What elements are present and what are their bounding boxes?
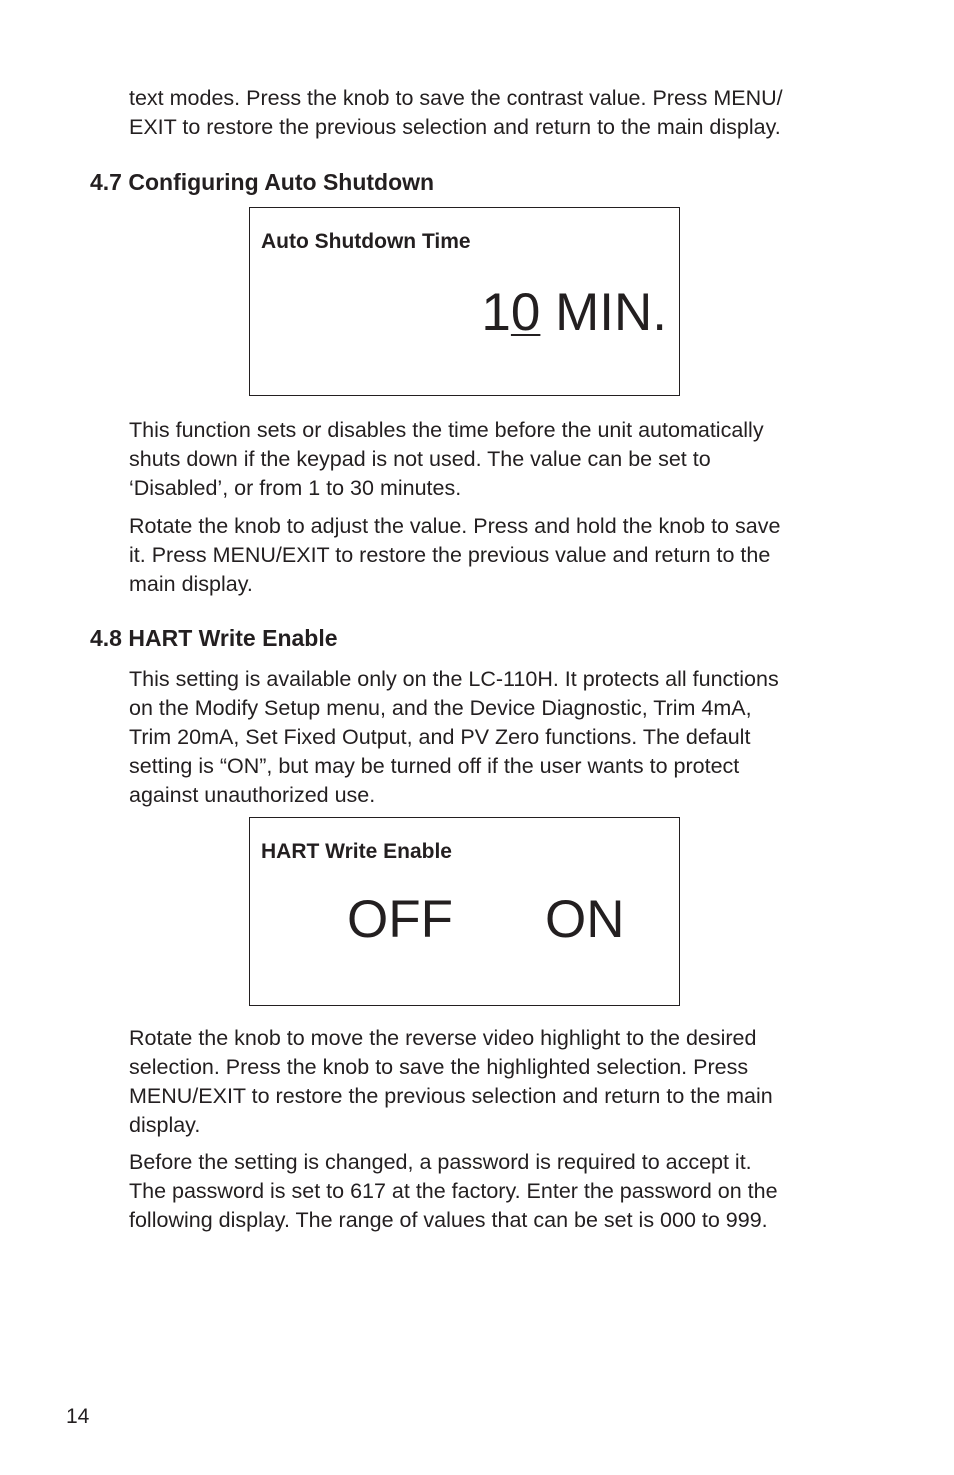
value-unit: MIN. — [540, 283, 667, 342]
password-description: Before the setting is changed, a password is required to accept it. The password is set to 617 at the factory. Enter the password on the following display. The range of values that can be set is 000 to 999. — [129, 1150, 778, 1232]
section-heading-auto-shutdown: 4.7 Configuring Auto Shutdown — [90, 169, 435, 195]
hart-write-instructions: Rotate the knob to move the reverse video highlight to the desired selection. Press the knob to save the highlighted selection. Press MENU/EXIT to restore the previous selection and return to the main display. — [129, 1026, 773, 1137]
display-label: Auto Shutdown Time — [261, 230, 471, 253]
option-on: ON — [545, 890, 625, 949]
section-heading-hart-write: 4.8 HART Write Enable — [90, 625, 338, 651]
auto-shutdown-display — [249, 207, 680, 396]
hart-write-display — [249, 817, 680, 1006]
shutdown-time-value — [481, 283, 667, 342]
auto-shutdown-description: This function sets or disables the time before the unit automatically shuts down if the keypad is not used. The value can be set to ‘Disabled’, or from 1 to 30 minutes. — [129, 418, 764, 500]
display-label: HART Write Enable — [261, 840, 452, 863]
cursor-digit: 0 — [510, 283, 541, 342]
option-off: OFF — [347, 890, 453, 949]
auto-shutdown-instructions: Rotate the knob to adjust the value. Press and hold the knob to save it. Press MENU/EXIT to restore the previous value and return to the main display. — [129, 514, 781, 596]
page-number: 14 — [66, 1405, 90, 1428]
hart-write-description: This setting is available only on the LC-110H. It protects all functions on the Modify Setup menu, and the Device Diagnostic, Trim 4mA, Trim 20mA, Set Fixed Output, and PV Zero functions. The default setting is “ON”, but may be turned off if the user wants to protect against unauthorized use. — [129, 667, 779, 807]
value-prefix: 1 — [481, 283, 511, 342]
intro-paragraph: text modes. Press the knob to save the contrast value. Press MENU/ EXIT to restore the previous selection and return to the main display. — [129, 86, 783, 139]
